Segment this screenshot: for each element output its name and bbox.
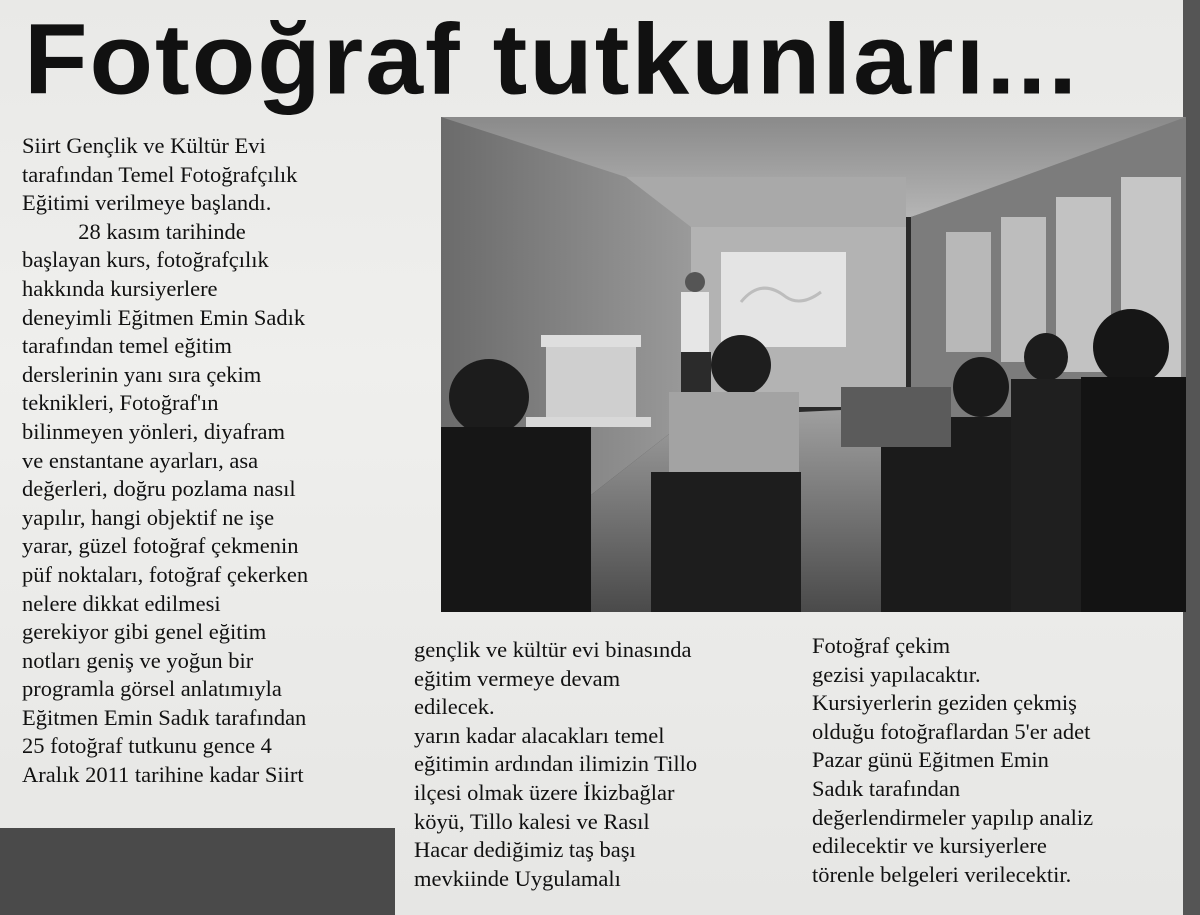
article-text-line: gezisi yapılacaktır. [812,661,981,687]
article-text-line: tarafından Temel Fotoğrafçılık [22,161,298,187]
article-text-line: teknikleri, Fotoğraf'ın [22,390,219,416]
article-text-line: 25 fotoğraf tutkunu gence 4 [22,733,272,759]
article-text-line: törenle belgeleri verilecektir. [812,861,1072,887]
article-text-line: Eğitimi verilmeye başlandı. [22,190,272,216]
article-text-line: yarar, güzel fotoğraf çekmenin [22,533,299,559]
article-text-line: Pazar günü Eğitmen Emin [812,747,1049,773]
background-surface [0,828,395,915]
classroom-photo [441,117,1186,612]
article-text-line: programla görsel anlatımıyla [22,676,282,702]
article-text-line: gençlik ve kültür evi binasında [414,637,692,662]
article-text-line: hakkında kursiyerlere [22,275,218,301]
article-text-line: Fotoğraf çekim [812,633,951,658]
article-column-1 [22,132,308,790]
article-text-line: Hacar dediğimiz taş başı [414,837,636,863]
article-text-line: Eğitmen Emin Sadık tarafından [22,704,307,730]
classroom-photo-illustration [441,117,1186,612]
article-text-line: notları geniş ve yoğun bir [22,647,254,673]
article-text-line: derslerinin yanı sıra çekim [22,361,262,387]
article-text-line: edilecektir ve kursiyerlere [812,833,1047,859]
article-text-line: tarafından temel eğitim [22,333,232,359]
article-text-line: yapılır, hangi objektif ne işe [22,504,275,530]
article-text-line: eğitimin ardından ilimizin Tillo [414,751,698,777]
article-column-2 [414,636,697,893]
article-text-line: başlayan kurs, fotoğrafçılık [22,247,269,273]
article-column-3 [812,632,1093,889]
article-text-line: ilçesi olmak üzere İkizbağlar [414,779,675,805]
article-text-line: püf noktaları, fotoğraf çekerken [22,561,309,587]
article-text-line: 28 kasım tarihinde [22,218,246,244]
article-text-line: edilecek. [414,694,495,720]
article-text-line: deneyimli Eğitmen Emin Sadık [22,304,306,330]
article-text-line: Sadık tarafından [812,775,961,801]
article-text-line: gerekiyor gibi genel eğitim [22,619,267,645]
article-text-line: değerleri, doğru pozlama nasıl [22,476,296,502]
article-text-line: Kursiyerlerin geziden çekmiş [812,690,1077,716]
article-text-line: nelere dikkat edilmesi [22,590,221,616]
article-text-line: eğitim vermeye devam [414,665,621,691]
article-text-line: yarın kadar alacakları temel [414,722,665,748]
article-headline: Fotoğraf tutkunları... [24,4,1080,116]
article-text-line: köyü, Tillo kalesi ve Rasıl [414,808,650,834]
article-text-line: Aralık 2011 tarihine kadar Siirt [22,762,304,788]
article-text-line: mevkiinde Uygulamalı [414,865,621,891]
article-text-line: bilinmeyen yönleri, diyafram [22,418,286,444]
article-text-line: değerlendirmeler yapılıp analiz [812,804,1094,830]
article-text-line: olduğu fotoğraflardan 5'er adet [812,718,1091,744]
article-text-line: Siirt Gençlik ve Kültür Evi [22,133,266,158]
article-text-line: ve enstantane ayarları, asa [22,447,259,473]
